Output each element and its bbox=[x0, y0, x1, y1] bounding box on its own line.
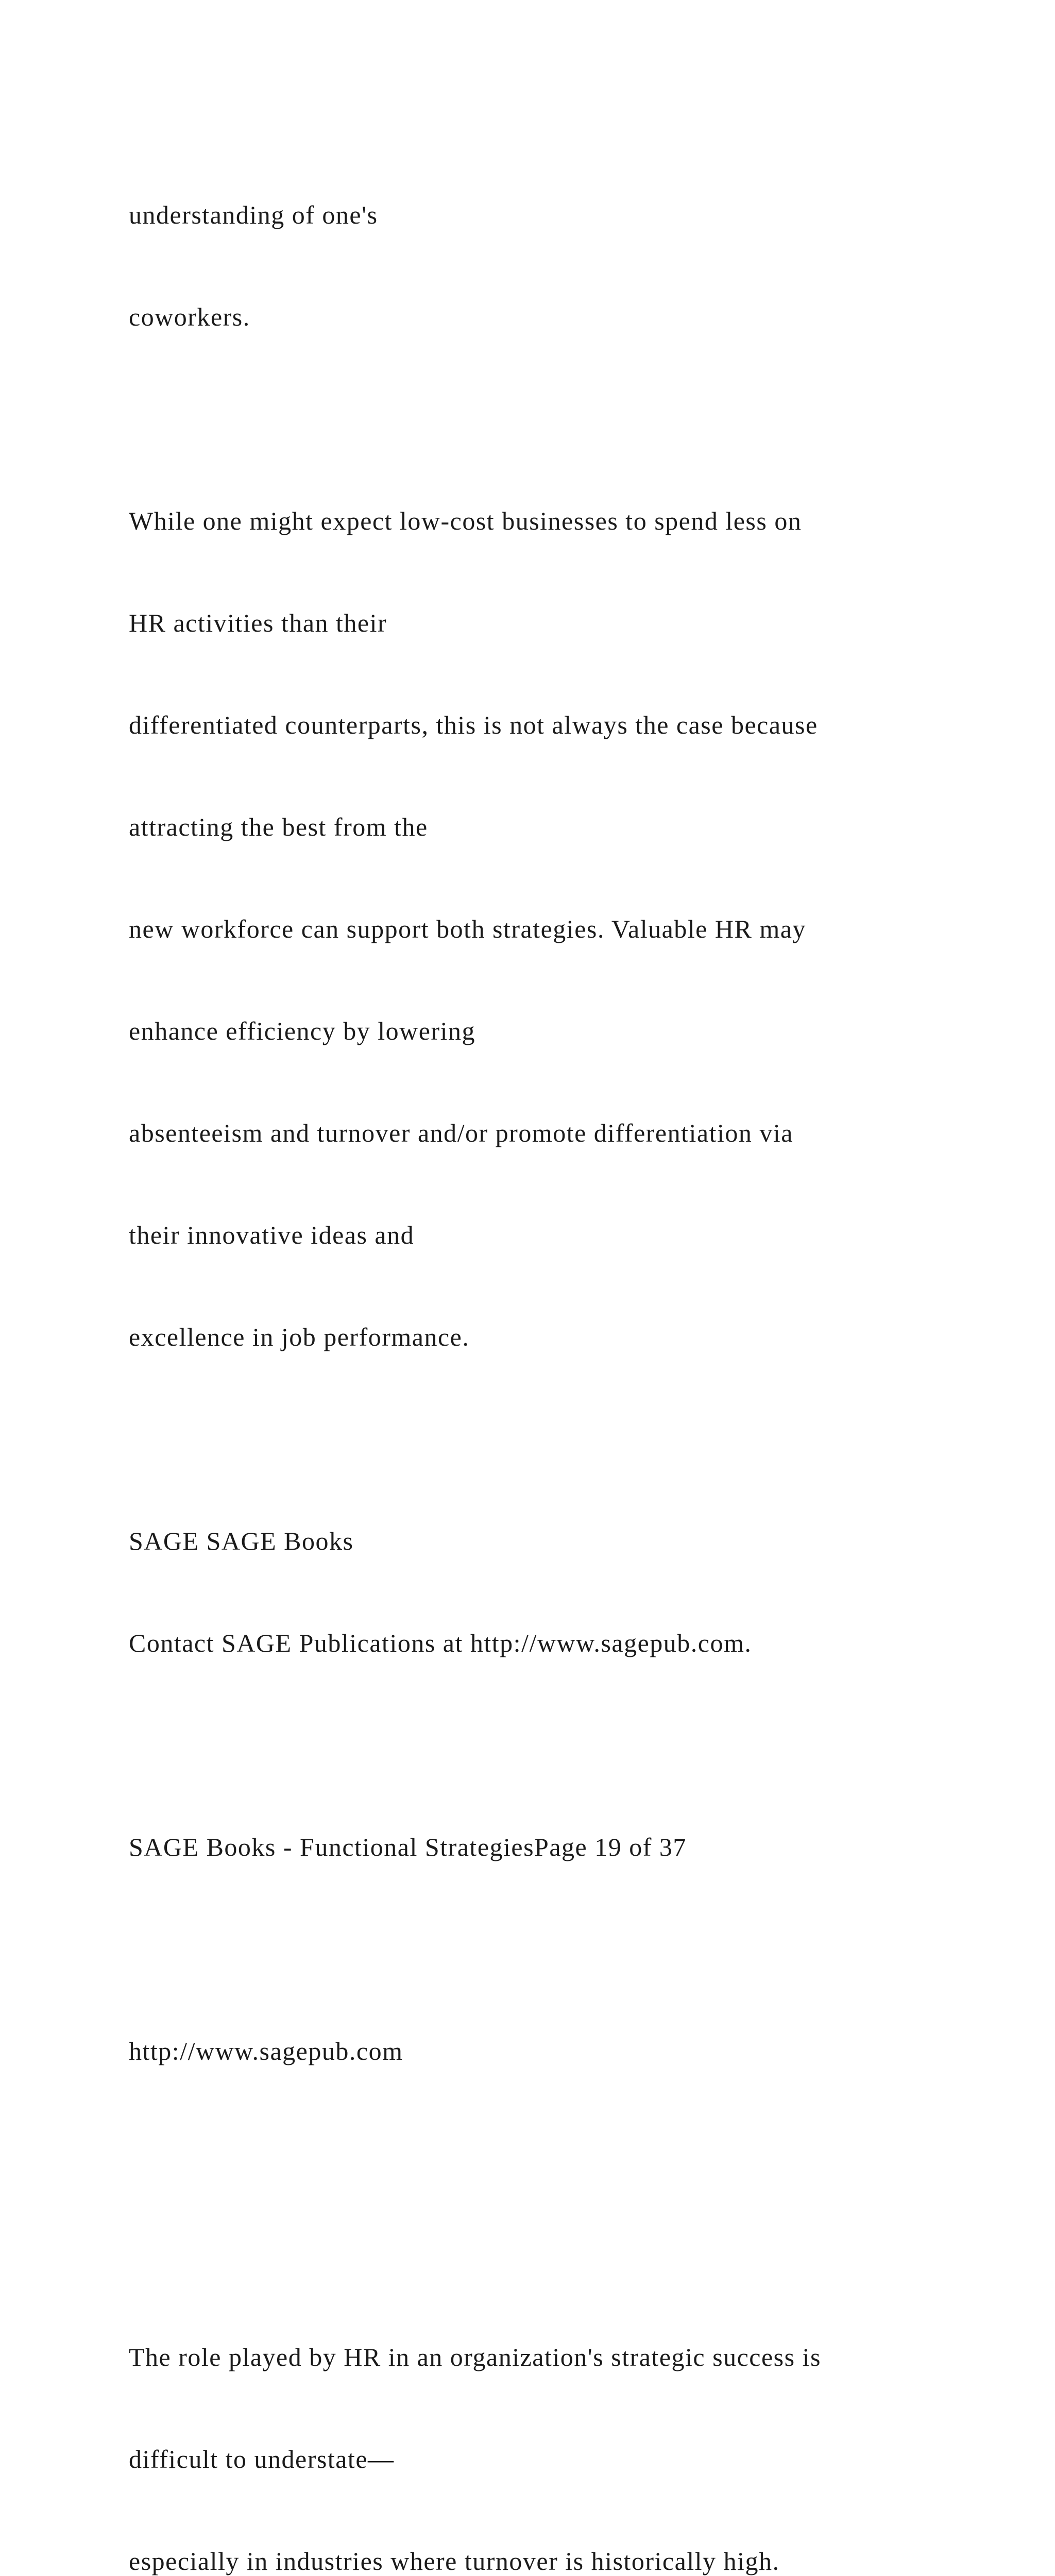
blank-line bbox=[129, 1932, 1005, 1966]
text-line: coworkers. bbox=[129, 302, 250, 331]
text-line: their innovative ideas and bbox=[129, 1221, 415, 1249]
body-text bbox=[129, 130, 1005, 2576]
url-line: http://www.sagepub.com bbox=[129, 2037, 403, 2065]
text-line: excellence in job performance. bbox=[129, 1323, 470, 1351]
text-line: differentiated counterparts, this is not always the case because bbox=[129, 710, 818, 739]
text-line: new workforce can support both strategies. Valuable HR may bbox=[129, 914, 806, 943]
blank-line bbox=[129, 1728, 1005, 1762]
text-line: absenteeism and turnover and/or promote differentiation via bbox=[129, 1118, 793, 1147]
text-line: HR activities than their bbox=[129, 608, 387, 637]
blank-line bbox=[129, 2136, 1005, 2170]
text-line: attracting the best from the bbox=[129, 812, 428, 841]
text-line: understanding of one's bbox=[129, 200, 378, 229]
text-line: enhance efficiency by lowering bbox=[129, 1016, 475, 1045]
text-line: especially in industries where turnover is historically high. bbox=[129, 2547, 780, 2575]
publisher-line: SAGE SAGE Books bbox=[129, 1527, 354, 1555]
text-line: difficult to understate— bbox=[129, 2445, 395, 2473]
text-line: The role played by HR in an organization's strategic success is bbox=[129, 2343, 821, 2371]
blank-line bbox=[129, 2238, 1005, 2272]
blank-line bbox=[129, 1422, 1005, 1456]
contact-line: Contact SAGE Publications at http://www.sagepub.com. bbox=[129, 1629, 752, 1657]
blank-line bbox=[129, 402, 1005, 436]
text-line: While one might expect low-cost businesses to spend less on bbox=[129, 506, 802, 535]
page-footer: SAGE Books - Functional StrategiesPage 19 of 37 bbox=[129, 1833, 687, 1861]
